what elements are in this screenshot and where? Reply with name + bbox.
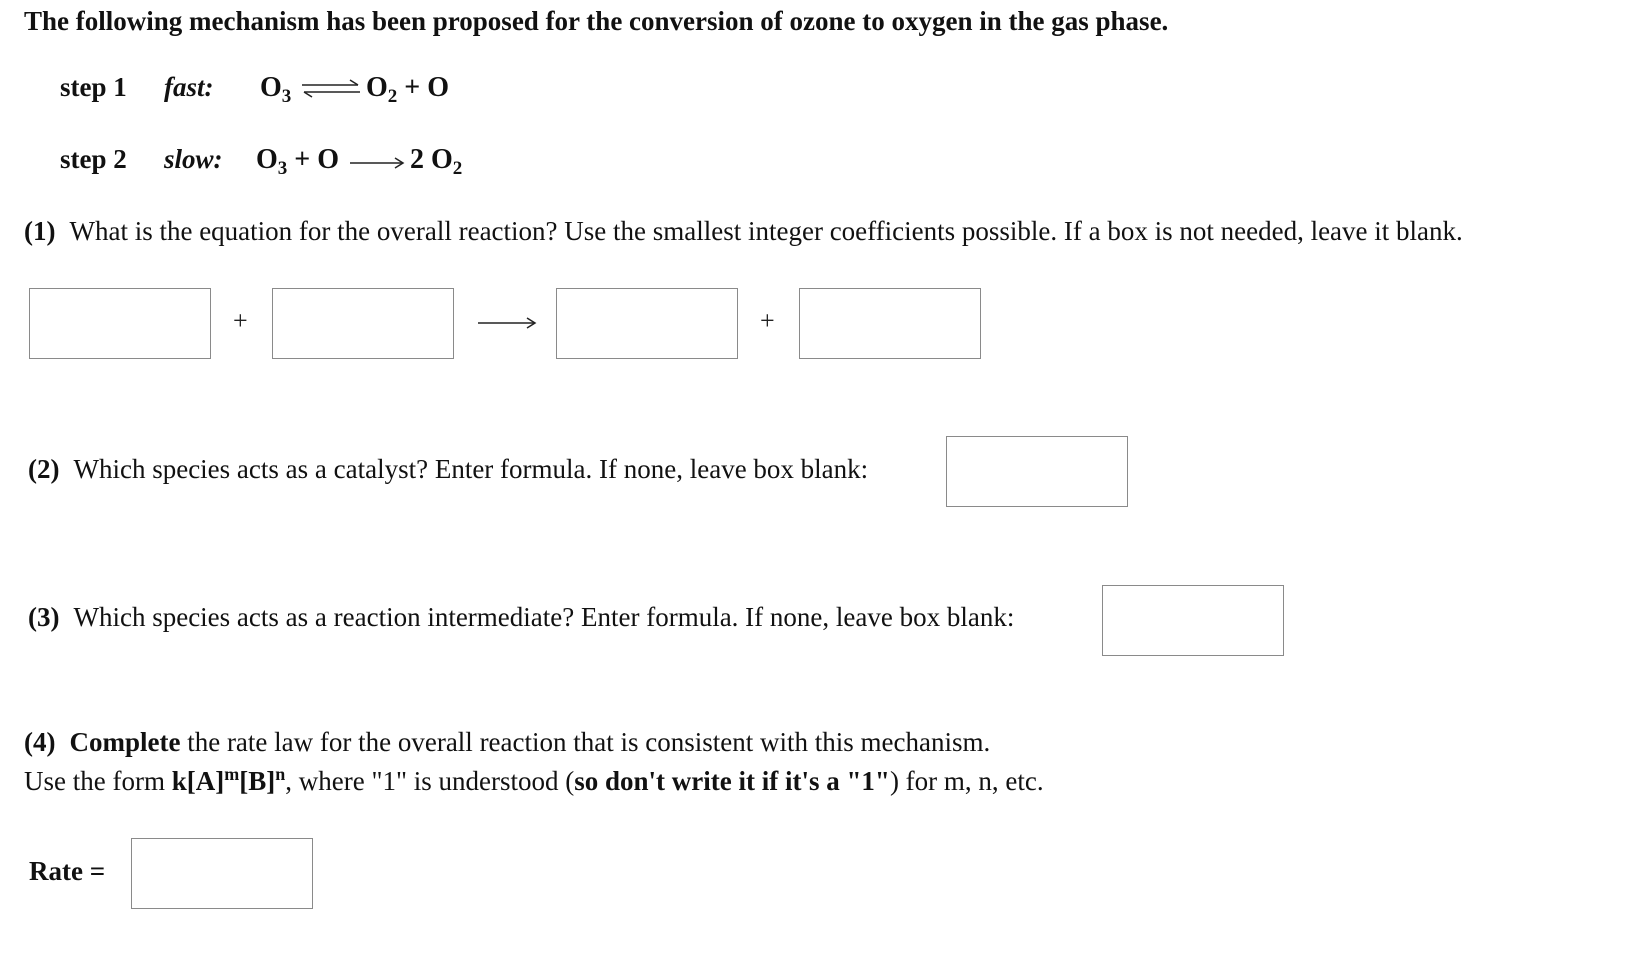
overall-reactant-1-input[interactable] [29,288,211,359]
step-2-products: 2 $O_2$ [410,144,463,179]
rate-law-input[interactable] [131,838,313,909]
question-4-number: (4) [24,727,56,757]
question-4-form-bold: so don't write it if it's a "1" [574,766,890,796]
step-2-reactants: $O_3 + O$ [256,144,340,179]
question-4-form-middle: , where "1" is understood ( [285,766,575,796]
question-3-number: (3) [28,602,60,632]
plus-sign-reactants: + [233,306,248,335]
intermediate-input[interactable] [1102,585,1284,656]
question-3-text: Which species acts as a reaction intermediate? Enter formula. If none, leave box blank: [73,602,1015,632]
overall-product-2-input[interactable] [799,288,981,359]
question-1 [24,216,1463,247]
overall-reactant-2-input[interactable] [272,288,454,359]
overall-product-1-input[interactable] [556,288,738,359]
step-1-speed: fast: [164,72,214,102]
question-2-text: Which species acts as a catalyst? Enter formula. If none, leave box blank: [73,454,869,484]
catalyst-input[interactable] [946,436,1128,507]
question-4-form-suffix: ) for m, n, etc. [889,766,1044,796]
reaction-arrow-icon [476,316,538,330]
rate-label: Rate = [29,856,106,886]
question-1-text: What is the equation for the overall reaction? Use the smallest integer coefficients possible. If a box is not needed, leave it blank. [69,216,1463,246]
question-2-number: (2) [28,454,60,484]
step-2-speed: slow: [164,144,223,174]
question-4-line-1-text: the rate law for the overall reaction that is consistent with this mechanism. [187,727,991,757]
equilibrium-arrow-icon [300,78,362,100]
step-2-label: step 2 [60,144,127,174]
question-4-line-2 [24,766,1044,797]
plus-sign-products: + [760,306,775,335]
step-1-products: $O_2 + O$ [366,72,450,107]
step-1-reactant: $O_3$ [260,72,292,107]
intro-text: The following mechanism has been proposed for the conversion of ozone to oxygen in the gas phase. [24,6,1169,36]
step-1-label: step 1 [60,72,127,102]
question-4-form-prefix: Use the form [24,766,172,796]
question-2 [28,454,868,485]
question-3 [28,602,1014,633]
forward-arrow-icon [348,156,406,170]
question-4-bold-word: Complete [69,727,181,757]
question-1-number: (1) [24,216,56,246]
question-4-line-1 [24,727,990,758]
rate-law-form: $k[A]^m[B]^n$ [171,764,286,796]
